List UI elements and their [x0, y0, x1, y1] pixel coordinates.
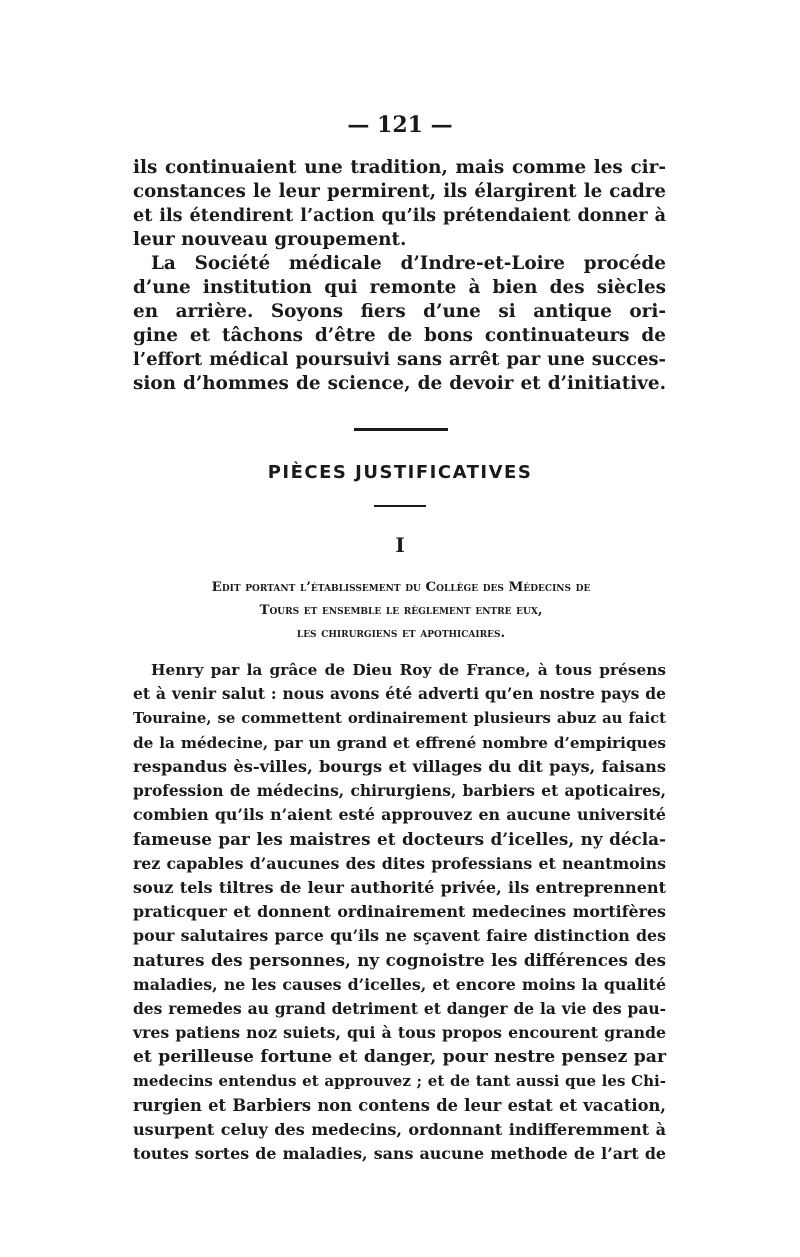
text-line: combien qu’ils n’aient esté approuvez en aucune université: [133, 805, 666, 825]
text-line: de la médecine, par un grand et effrené nombre d’empiriques: [133, 733, 666, 752]
text-line: ils continuaient une tradition, mais comme les cir-: [133, 157, 666, 178]
text-line: usurpent celuy des medecins, ordonnant indifferemment à: [133, 1119, 666, 1139]
text-line: respandus ès-villes, bourgs et villages du dit pays, faisans: [133, 756, 666, 776]
text-line: Touraine, se commettent ordinairement plusieurs abuz au faict: [133, 709, 666, 728]
text-line: en arrière. Soyons fiers d’une si antique ori-: [133, 301, 666, 322]
text-line: praticquer et donnent ordinairement medecines mortifères: [133, 902, 666, 922]
heading-line: Edit portant l’établissement du Collège des Médecins de: [211, 579, 591, 595]
text-line: fameuse par les maistres et docteurs d’icelles, ny décla-: [133, 829, 666, 850]
text-line: et à venir salut : nous avons été adverti qu’en nostre pays de: [133, 684, 666, 704]
text-line: rez capables d’aucunes des dites professians et neantmoins: [133, 853, 666, 873]
text-line: profession de médecins, chirurgiens, barbiers et apoticaires,: [133, 781, 666, 801]
text-line: et perilleuse fortune et danger, pour nestre pensez par: [133, 1047, 666, 1068]
text-line: medecins entendus et approuvez ; et de tant aussi que les Chi-: [133, 1072, 666, 1091]
text-line: pour salutaires parce qu’ils ne sçavent faire distinction des: [133, 926, 666, 946]
text-line: des remedes au grand detriment et danger de la vie des pau-: [133, 998, 666, 1018]
text-line: leur nouveau groupement.: [133, 229, 407, 250]
text-line: vres patiens noz suiets, qui à tous propos encourent grande: [133, 1023, 666, 1043]
text-line: souz tels tiltres de leur authorité privée, ils entreprennent: [133, 877, 666, 897]
text-line: natures des personnes, ny cognoistre les différences des: [133, 950, 666, 971]
heading-line: les chirurgiens et apothicaires.: [296, 625, 506, 641]
intro-paragraphs: [133, 156, 666, 396]
text-line: Henry par la grâce de Dieu Roy de France, à tous présens: [151, 661, 666, 679]
text-line: toutes sortes de maladies, sans aucune methode de l’art de: [133, 1144, 666, 1164]
text-line: sion d’hommes de science, de devoir et d’initiative.: [133, 373, 666, 394]
edict-text: [133, 658, 666, 1166]
heading-line: Tours et ensemble le règlement entre eux,: [259, 602, 543, 618]
text-line: maladies, ne les causes d’icelles, et encore moins la qualité: [133, 974, 666, 994]
text-line: La Société médicale d’Indre-et-Loire procéde: [151, 253, 666, 274]
document-heading: [133, 576, 669, 645]
page-number: — 121 —: [347, 112, 453, 138]
section-divider: [354, 428, 448, 431]
text-line: rurgien et Barbiers non contens de leur estat et vacation,: [133, 1095, 666, 1115]
roman-numeral: I: [395, 533, 405, 557]
text-line: gine et tâchons d’être de bons continuateurs de: [133, 325, 666, 346]
text-line: l’effort médical poursuivi sans arrêt par une succes-: [133, 349, 666, 370]
title-underline: [374, 505, 426, 507]
section-title: PIÈCES JUSTIFICATIVES: [267, 462, 533, 483]
text-line: constances le leur permirent, ils élargirent le cadre: [133, 181, 666, 202]
text-line: et ils étendirent l’action qu’ils prétendaient donner à: [133, 205, 666, 226]
text-line: d’une institution qui remonte à bien des siècles: [133, 277, 666, 298]
